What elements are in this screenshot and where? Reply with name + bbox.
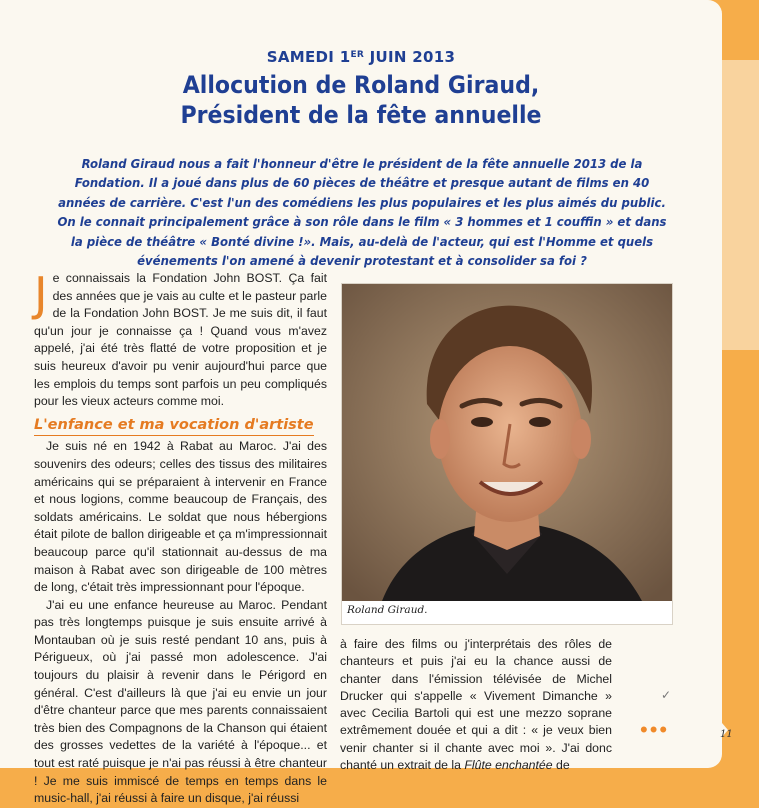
decorative-dots: ••• [640, 717, 670, 742]
page-number: 11 [720, 729, 733, 740]
body-paragraph: J'ai eu une enfance heureuse au Maroc. Pendant pas très longtemps puisque je suis ensuite arrivé à Montauban où je suis resté pendant 10 ans, puis à Périgueux, où j'ai passé mon adolescence. J'ai toujours du plaisir à revenir dans le Périgord en général. C'est d'ailleurs là que j'ai eu envie un jour d'être chanteur parce que mes parents connaissaient très bien des Compagnons de la Chanson qui étaient des grosses vedettes de la variété à l'époque... et tout est raté puisque je n'ai pas réussi à être chanteur ! Je me suis immiscé de temps en temps dans le music-hall, j'ai réussi à faire un disque, j'ai réussi [34, 597, 327, 806]
left-column [34, 267, 327, 808]
portrait-photo [342, 284, 672, 601]
event-date: SAMEDI 1ER JUIN 2013 [266, 48, 456, 66]
portrait-illustration [342, 284, 672, 601]
title-line-1: Allocution de Roland Giraud, [182, 71, 540, 99]
article-title [29, 70, 693, 130]
photo-caption: Roland Giraud. [347, 604, 428, 616]
body-paragraph: à faire des films ou j'interprétais des rôles de chanteurs et puis j'ai eu la chance aussi de chanter dans l'émission télévisée de Michel Drucker qui s'appelle « Vivement Dimanche » avec Cecilia Bartoli qui est une mezzo soprane extrêmement douée et qui a dit : « je veux bien venir chanter si il chante avec moi ». J'ai donc chanté un extrait de la Flûte enchantée de [340, 637, 612, 773]
right-column [340, 636, 612, 774]
portrait-figure [341, 283, 673, 625]
drop-cap: J [34, 267, 48, 321]
intro-paragraph: Roland Giraud nous a fait l'honneur d'être le président de la fête annuelle 2013 de la Fondation. Il a joué dans plus de 60 pièces de théâtre et presque autant de films en 40 années de carrière. C'est l'un des comédiens les plus populaires et les plus aimés du public. On le connait principalement grâce à son rôle dans le film « 3 hommes et 1 couffin » et dans la pièce de théâtre « Bonté divine !». Mais, au-delà de l'acteur, qui est l'Homme et quels événements l'on amené à devenir protestant et à consolider sa foi ? [57, 157, 667, 269]
pencil-mark-icon: ✓ [661, 688, 672, 702]
title-line-2: Président de la fête annuelle [180, 101, 542, 129]
section-heading: L'enfance et ma vocation d'artiste [34, 417, 314, 437]
body-paragraph: Je suis né en 1942 à Rabat au Maroc. J'ai des souvenirs des odeurs; celles des tissus des militaires américains qui se préparaient à intervenir en France et nous logions, comme beaucoup de Français, des soldats américains. Le soldat que nous hébergions était pilote de ballon dirigeable et ça m'impressionnait beaucoup parce qu'il stationnait au-dessus de ma maison à Rabat avec son dirigeable de 100 mètres de long, c'était très impressionnant pour l'époque. [34, 439, 327, 595]
opening-paragraph: Je connaissais la Fondation John BOST. Ça fait des années que je vais au culte et le pasteur parle de la Fondation John BOST. Je me suis dit, il faut qu'un jour je connaisse ça ! Quand vous m'avez appelé, j'ai été très flatté de votre proposition et je suis heureux d'avoir pu venir aujourd'hui parce que les emplois du temps sont parfois un peu compliqués pour les vieux acteurs comme moi. [34, 267, 327, 409]
